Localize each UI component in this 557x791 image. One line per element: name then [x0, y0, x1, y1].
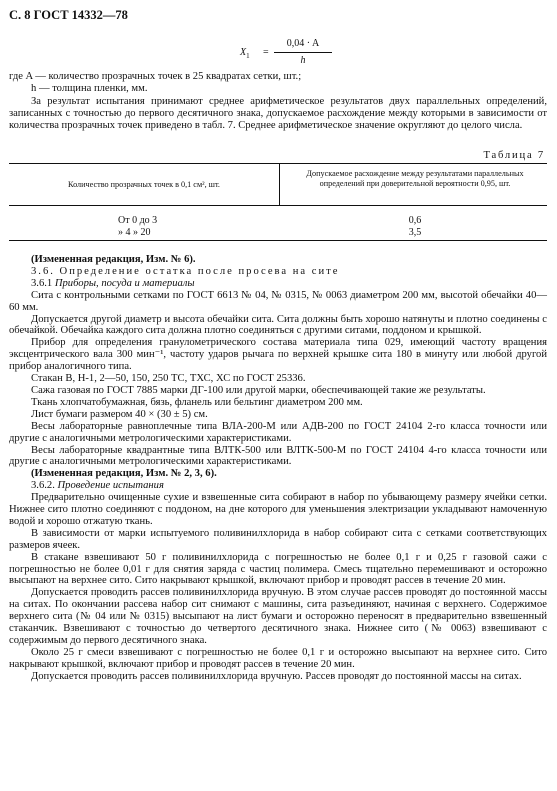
subsection-title: Проведение испытания — [57, 480, 164, 492]
paragraph-carbon-black: Сажа газовая по ГОСТ 7885 марки ДГ-100 или другой марки, обеспечивающей такие же результаты. — [31, 384, 486, 396]
section-3-6 — [9, 254, 547, 683]
subsection-3-6-2-heading — [9, 480, 547, 492]
paragraph-scales-equal-arm: Весы лабораторные равноплечные типа ВЛА-200-М или АДВ-200 по ГОСТ 24104 2-го класса точности или другие с аналогичными метрологическими характеристиками. — [9, 420, 547, 444]
table-row-2-value: 3,5 — [408, 227, 422, 238]
table-caption: Таблица 7 — [483, 150, 545, 161]
table-header-tolerance: Допускаемое расхождение между результатами параллельных определений при доверительной вероятности 0,95, шт. — [306, 169, 524, 188]
formula-denominator: h — [300, 55, 306, 66]
subsection-title: Приборы, посуда и материалы — [54, 277, 195, 289]
paragraph-manual-sieving-2: Допускается проводить рассев поливинилхлорида вручную. Рассев проводят до постоянной массы на ситах. — [31, 670, 522, 682]
paragraph-sieve-diameter: Допускается другой диаметр и высота обечайки сита. Сита должны быть хорошо натянуты и плотно соединены с обечайкой. Обечайка каждого сита должна плотно соединяться с другими ситами, поддоном и крышкой. — [9, 313, 547, 337]
subsection-number: 3.6.2. — [31, 480, 55, 492]
table-row-1-value: 0,6 — [408, 215, 422, 226]
table-column-divider — [279, 163, 280, 205]
paragraph-sieves: Сита с контрольными сетками по ГОСТ 6613 № 04, № 0315, № 0063 диаметром 200 мм, высотой обечайки 40—60 мм. — [9, 289, 547, 313]
subsection-3-6-1-heading — [9, 278, 547, 290]
formula — [240, 38, 350, 68]
paragraph-assembly: Предварительно очищенные сухие и взвешенные сита собирают в набор по убывающему размеру ячейки сетки. Нижнее сито плотно соединяют с поддоном, на дне которого для уменьшения электризации укладывают намоченную водой и хорошо отжатую ткань. — [9, 492, 547, 527]
page-header: С. 8 ГОСТ 14332—78 — [9, 8, 128, 22]
table-header-rule — [9, 205, 547, 206]
paragraph-beaker: Стакан В, Н-1, 2—50, 150, 250 ТС, ТХС, ХС по ГОСТ 25336. — [31, 373, 306, 385]
table-top-rule — [9, 163, 547, 164]
paragraph-sieve-selection: В зависимости от марки испытуемого поливинилхлорида в набор собирают сита с сетками соответствующих размеров ячеек. — [9, 527, 547, 551]
section-title-3-6: 3.6. Определение остатка после просева на сите — [31, 265, 340, 277]
formula-lhs-subscript: 1 — [246, 52, 250, 60]
table-row-2-range: » 4 » 20 — [118, 227, 151, 238]
intro-block — [9, 96, 547, 132]
legend-h: h — толщина пленки, мм. — [31, 83, 148, 94]
table-header-count: Количество прозрачных точек в 0,1 см², шт. — [68, 180, 220, 189]
table-bottom-rule — [9, 240, 547, 241]
amendment-note-1: (Измененная редакция, Изм. № 6). — [31, 254, 196, 265]
paragraph-device: Прибор для определения гранулометрического состава материала типа 029, имеющий частоту вращения эксцентрического вала 300 мин⁻¹, частоту ударов рычага по верхней крышке сита 180 в минуту или любой другой прибор аналогичного типа. — [9, 337, 547, 373]
formula-lhs — [240, 47, 250, 60]
intro-paragraph: За результат испытания принимают среднее арифметическое результатов двух параллельных определений, записанных с точностью до первого десятичного знака, допускаемое расхождение между которыми в зависимости от количества прозрачных точек приведено в табл. 7. Среднее арифметическое значение округляют до целого числа. — [9, 96, 547, 131]
paragraph-manual-sieving: Допускается проводить рассев поливинилхлорида вручную. В этом случае рассев проводят до постоянной массы на ситах. По окончании рассева набор сит снимают с машины, сита разъединяют, начиная с верхнего. Содержимое верхнего сита (№ 04 или № 0315) высыпают на лист бумаги и осторожно переносят в предварительно взвешенный стаканчик. Взвешивают с точностью до четвертого десятичного знака. Нижнее сито (№ 0063) взвешивают с содержимым до первого десятичного знака. — [9, 587, 547, 646]
formula-lhs-symbol: X — [240, 47, 247, 58]
formula-equals: = — [263, 47, 269, 58]
paragraph-scales-quadrant: Весы лабораторные квадрантные типа ВЛТК-500 или ВЛТК-500-М по ГОСТ 24104 4-го класса точности или другие с аналогичными метрологическими характеристиками. — [9, 444, 547, 468]
paragraph-weighing: В стакане взвешивают 50 г поливинилхлорида с погрешностью не более 0,1 г и 0,25 г газовой сажи с погрешностью не более 0,01 г для снятия заряда с частиц полимера. Смесь тщательно перемешивают и осторожно высыпают на верхнее сито. Сито накрывают крышкой, включают прибор и проводят рассев в течение 20 мин. — [9, 551, 547, 587]
formula-numerator: 0,04 · A — [286, 38, 320, 49]
paragraph-25g-sample: Около 25 г смеси взвешивают с погрешностью не более 0,1 г и осторожно высыпают на верхнее сито. Сито накрывают крышкой, включают прибор и проводят рассев в течение 20 мин. — [9, 646, 547, 670]
subsection-number: 3.6.1 — [31, 277, 53, 289]
table-row-1-range: От 0 до 3 — [118, 215, 158, 226]
paragraph-fabric: Ткань хлопчатобумажная, бязь, фланель или бельтинг диаметром 200 мм. — [31, 396, 363, 408]
paragraph-paper-sheet: Лист бумаги размером 40 × (30 ± 5) см. — [31, 408, 208, 420]
amendment-note-2: (Измененная редакция, Изм. № 2, 3, 6). — [31, 468, 217, 480]
legend-a: где A — количество прозрачных точек в 25 квадратах сетки, шт.; — [9, 71, 302, 82]
formula-fraction-bar — [274, 52, 332, 53]
